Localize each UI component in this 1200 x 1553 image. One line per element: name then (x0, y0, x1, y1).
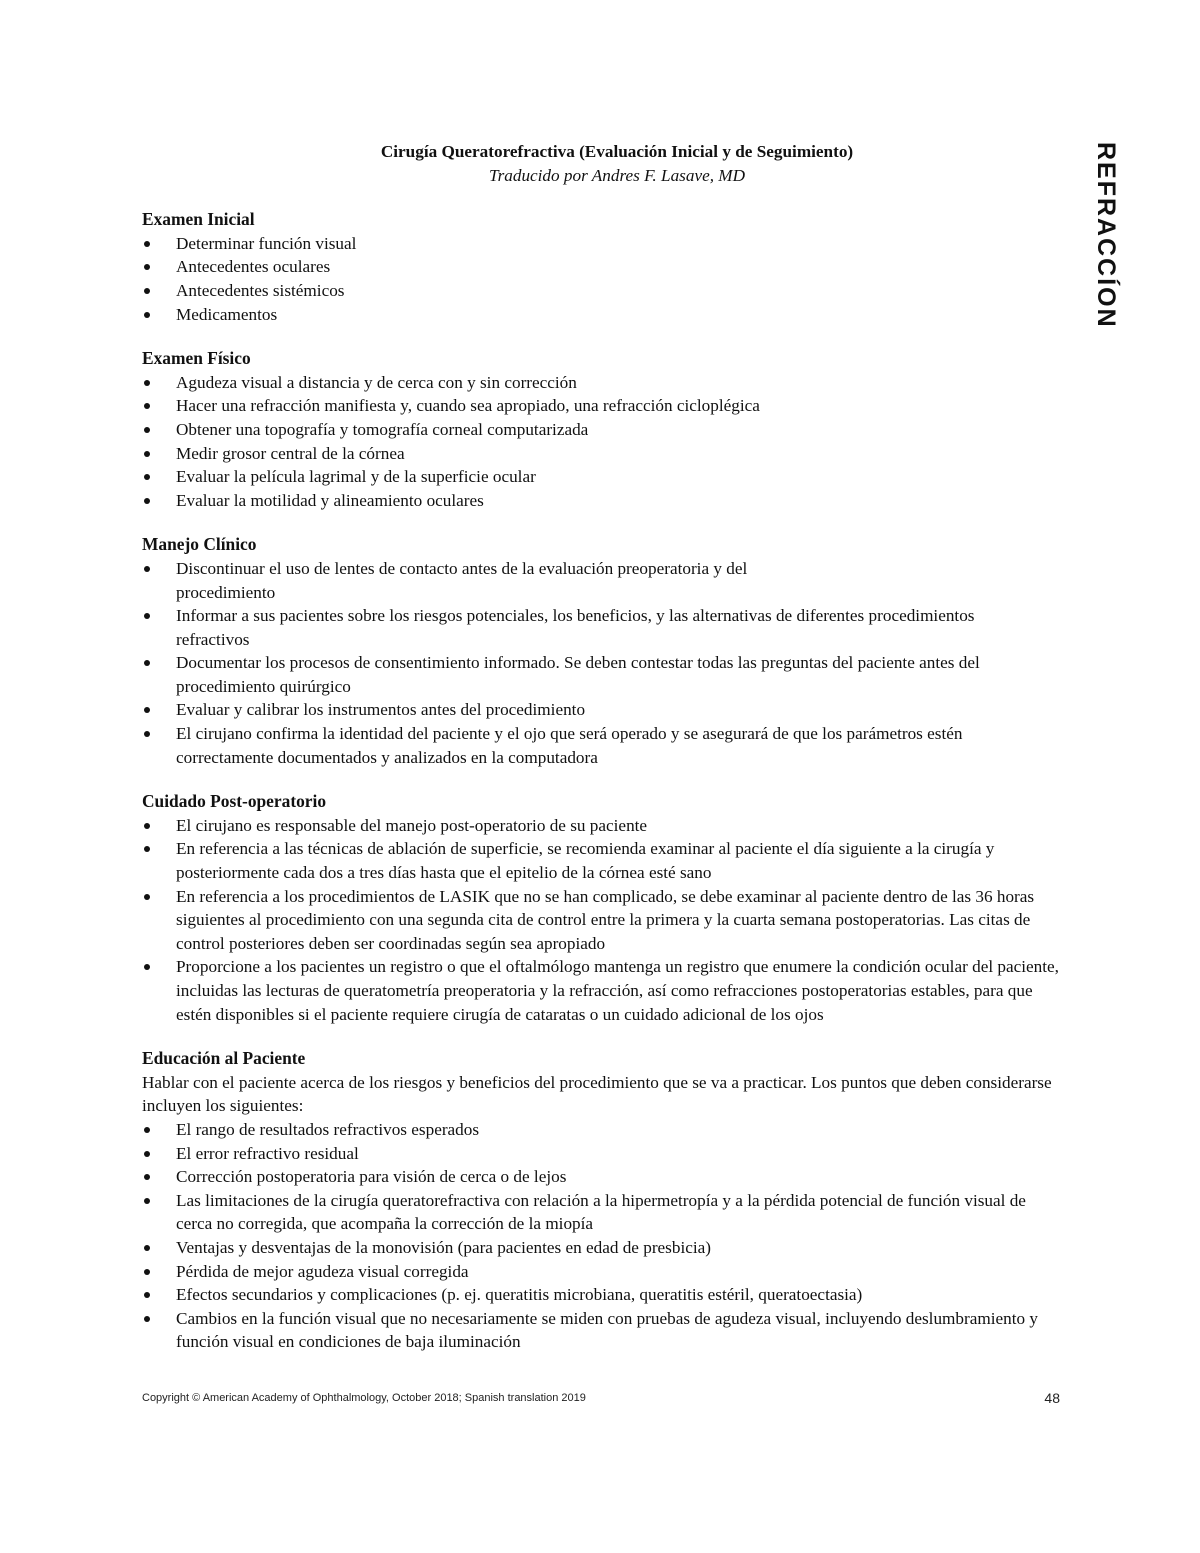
list-item: Efectos secundarios y complicaciones (p. ej. queratitis microbiana, queratitis estéril, queratoectasia) (142, 1283, 1062, 1307)
list-item: Proporcione a los pacientes un registro o que el oftalmólogo mantenga un registro que enumere la condición ocular del paciente, incluidas las lecturas de queratometría preoperatoria y la refracción, así como refracciones postoperatorias estables, para que estén disponibles si el paciente requiere cirugía de cataratas o un cuidado adicional de los ojos (142, 955, 1062, 1026)
bullet-list (142, 557, 1062, 769)
section-heading: Educación al Paciente (142, 1048, 306, 1069)
section-heading: Cuidado Post-operatorio (142, 791, 327, 812)
list-item: Discontinuar el uso de lentes de contacto antes de la evaluación preoperatoria y del procedimiento (142, 557, 1062, 604)
list-item: Medir grosor central de la córnea (142, 442, 1062, 466)
list-item: Evaluar y calibrar los instrumentos antes del procedimiento (142, 698, 1062, 722)
list-item: Medicamentos (142, 303, 1062, 327)
list-item: Ventajas y desventajas de la monovisión (para pacientes en edad de presbicia) (142, 1236, 1062, 1260)
list-item: El cirujano es responsable del manejo post-operatorio de su paciente (142, 814, 1062, 838)
list-item: El cirujano confirma la identidad del paciente y el ojo que será operado y se asegurará de que los parámetros estén correctamente documentados y analizados en la computadora (142, 722, 1062, 769)
bullet-list (142, 232, 1062, 326)
page-footer (142, 1392, 1060, 1404)
list-item: Hacer una refracción manifiesta y, cuando sea apropiado, una refracción cicloplégica (142, 394, 1062, 418)
list-item: Agudeza visual a distancia y de cerca con y sin corrección (142, 371, 1062, 395)
section-educacion-paciente (142, 1047, 1062, 1354)
list-item: Documentar los procesos de consentimiento informado. Se deben contestar todas las preguntas del paciente antes del procedimiento quirúrgico (142, 651, 1062, 698)
list-item: Antecedentes oculares (142, 255, 1062, 279)
section-examen-inicial (142, 208, 1062, 326)
section-heading: Examen Inicial (142, 209, 255, 230)
bullet-list (142, 371, 1062, 513)
section-side-tab: REFRACCÍON (1092, 142, 1120, 329)
document-title: Cirugía Queratorefractiva (Evaluación Inicial y de Seguimiento) (380, 142, 854, 161)
section-heading: Examen Físico (142, 348, 251, 369)
document-body (142, 140, 1062, 1354)
list-item: En referencia a las técnicas de ablación de superficie, se recomienda examinar al paciente el día siguiente a la cirugía y posteriormente cada dos a tres días hasta que el epitelio de la córnea esté sano (142, 837, 1062, 884)
section-examen-fisico (142, 347, 1062, 512)
list-item: Obtener una topografía y tomografía corneal computarizada (142, 418, 1062, 442)
section-heading: Manejo Clínico (142, 534, 257, 555)
list-item: En referencia a los procedimientos de LASIK que no se han complicado, se debe examinar al paciente dentro de las 36 horas siguientes al procedimiento con una segunda cita de control entre la primera y la cuarta semana postoperatorias. Las citas de control posteriores deben ser coordinadas según sea apropiado (142, 885, 1062, 956)
list-item: Pérdida de mejor agudeza visual corregida (142, 1260, 1062, 1284)
list-item: Evaluar la motilidad y alineamiento oculares (142, 489, 1062, 513)
list-item: Corrección postoperatoria para visión de cerca o de lejos (142, 1165, 1062, 1189)
document-subtitle: Traducido por Andres F. Lasave, MD (488, 165, 746, 185)
section-manejo-clinico (142, 533, 1062, 769)
list-item: El rango de resultados refractivos esperados (142, 1118, 1062, 1142)
bullet-list (142, 1118, 1062, 1354)
page-number: 48 (1044, 1390, 1060, 1406)
list-item: Antecedentes sistémicos (142, 279, 1062, 303)
copyright-notice: Copyright © American Academy of Ophthalmology, October 2018; Spanish translation 2019 (142, 1392, 586, 1404)
bullet-list (142, 814, 1062, 1026)
list-item: El error refractivo residual (142, 1142, 1062, 1166)
list-item: Determinar función visual (142, 232, 1062, 256)
section-intro: Hablar con el paciente acerca de los riesgos y beneficios del procedimiento que se va a practicar. Los puntos que deben considerarse incluyen los siguientes: (142, 1072, 1052, 1116)
list-item: Evaluar la película lagrimal y de la superficie ocular (142, 465, 1062, 489)
list-item: Cambios en la función visual que no necesariamente se miden con pruebas de agudeza visual, incluyendo deslumbramiento y función visual en condiciones de baja iluminación (142, 1307, 1062, 1354)
section-cuidado-postoperatorio (142, 790, 1062, 1026)
list-item: Informar a sus pacientes sobre los riesgos potenciales, los beneficios, y las alternativas de diferentes procedimientos refractivos (142, 604, 1062, 651)
list-item: Las limitaciones de la cirugía queratorefractiva con relación a la hipermetropía y a la pérdida potencial de función visual de cerca no corregida, que acompaña la corrección de la miopía (142, 1189, 1062, 1236)
